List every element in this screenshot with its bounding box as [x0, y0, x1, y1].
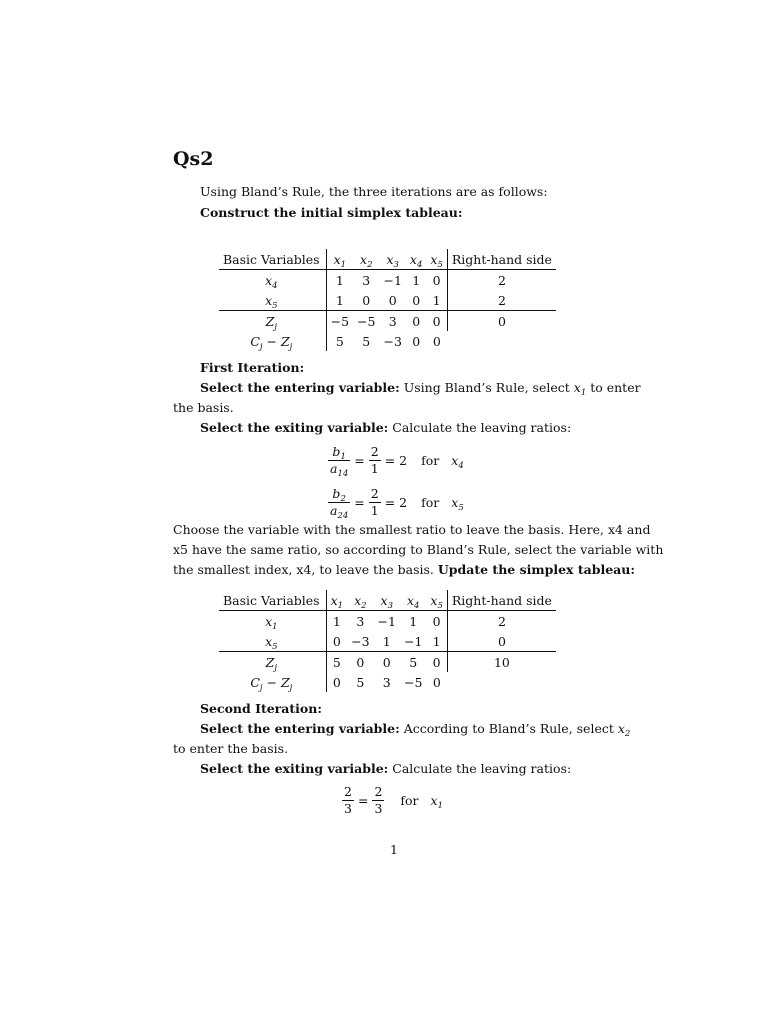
row-basic-var: $Z_j$ — [219, 311, 326, 332]
table-cell-rhs: 0 — [447, 631, 556, 652]
header-rhs: Right-hand side — [447, 249, 556, 270]
second-exiting-line — [200, 761, 571, 776]
ratio-equation-1: $\frac{b_1}{a_{14}}$ = $\frac{2}{1}$ = 2 for $x_4$ — [330, 444, 464, 479]
table-cell: 3 — [362, 272, 371, 288]
table-cell: 3 — [382, 674, 391, 690]
header-x3: $x_3$ — [374, 590, 400, 611]
exiting-text: Calculate the leaving ratios: — [388, 761, 572, 776]
table-cell: 0 — [347, 652, 373, 673]
table-cell: −1 — [383, 272, 402, 288]
ratio-value-fraction: $\frac{2}{3}$ — [374, 784, 383, 816]
ratio-fraction: $\frac{2}{3}$ — [344, 784, 352, 816]
table-row — [219, 311, 556, 332]
table-row — [219, 331, 556, 351]
table-cell: 5 — [356, 674, 365, 690]
entering-var: $x_1$ — [573, 380, 587, 398]
choose-line-2: x5 have the same ratio, so according to Bland’s Rule, select the variable with — [173, 542, 664, 557]
row-basic-var: $C_j - Z_j$ — [219, 331, 326, 351]
table-cell: 1 — [409, 613, 418, 629]
ratio-fraction: $\frac{b_1}{a_{14}}$ — [330, 444, 349, 479]
table-cell: 0 — [432, 333, 441, 349]
table-cell: 1 — [412, 272, 421, 288]
table-cell: 0 — [432, 272, 441, 288]
table-cell: 0 — [426, 652, 447, 673]
table-cell: 0 — [432, 613, 441, 629]
header-x2: $x_2$ — [353, 249, 379, 270]
table-cell-rhs: 0 — [447, 311, 556, 332]
row-basic-var: $x_1$ — [219, 611, 326, 632]
table-cell: 0 — [332, 674, 341, 690]
ratio-value-fraction: $\frac{2}{1}$ — [370, 486, 379, 518]
header-x4: $x_4$ — [406, 249, 426, 270]
header-x2: $x_2$ — [347, 590, 373, 611]
choose-line-1: Choose the variable with the smallest ratio to leave the basis. Here, x4 and — [173, 522, 651, 537]
first-exiting-line — [200, 420, 571, 435]
header-basic-variables: Basic Variables — [219, 249, 326, 270]
table-cell: 0 — [432, 674, 441, 690]
table-cell: 1 — [335, 292, 344, 308]
header-x5: $x_5$ — [426, 590, 447, 611]
ratio-var: $x_5$ — [451, 495, 464, 513]
table-cell: −1 — [377, 613, 396, 629]
choose-line-3: the smallest index, x4, to leave the basis. Update the simplex tableau: — [173, 562, 635, 577]
table-cell: 0 — [412, 292, 421, 308]
table-cell: −3 — [351, 633, 370, 649]
exiting-label: Select the exiting variable: — [200, 420, 389, 435]
table-cell: −3 — [383, 333, 402, 349]
updated-tableau — [219, 590, 556, 692]
table-cell: −1 — [403, 633, 423, 649]
table-cell: 1 — [332, 613, 341, 629]
row-basic-var: $x_5$ — [219, 631, 326, 652]
table-cell-rhs: 2 — [447, 270, 556, 291]
ratio-var: $x_1$ — [430, 793, 444, 811]
tableau-header-row — [219, 249, 556, 270]
table-row — [219, 672, 556, 692]
table-row — [219, 631, 556, 652]
ratio-for: for — [400, 793, 419, 808]
ratio-equation-3: $\frac{2}{3}$ = $\frac{2}{3}$ for $x_1$ — [344, 784, 444, 816]
construct-label: Construct the initial simplex tableau: — [200, 205, 463, 220]
ratio-var: $x_4$ — [451, 453, 464, 471]
question-heading: Qs2 — [173, 148, 214, 170]
entering-var: $x_2$ — [617, 721, 631, 739]
table-cell: 5 — [326, 652, 347, 673]
second-iteration-label: Second Iteration: — [200, 701, 322, 716]
header-basic-variables: Basic Variables — [219, 590, 326, 611]
table-cell: 0 — [388, 292, 397, 308]
ratio-value-fraction: $\frac{2}{1}$ — [370, 444, 379, 476]
table-cell: 3 — [379, 311, 405, 332]
table-cell: 5 — [400, 652, 426, 673]
ratio-fraction: $\frac{b_2}{a_{24}}$ — [330, 486, 349, 521]
first-iteration-label: First Iteration: — [200, 360, 305, 375]
table-cell: 0 — [332, 633, 341, 649]
ratio-for: for — [421, 453, 440, 468]
table-cell: 0 — [374, 652, 400, 673]
entering-label: Select the entering variable: — [200, 721, 400, 736]
first-entering-line — [200, 380, 641, 398]
ratio-result: = 2 — [384, 453, 408, 468]
table-cell: −5 — [403, 674, 423, 690]
update-label: Update the simplex tableau: — [437, 562, 635, 577]
table-cell: 3 — [356, 613, 365, 629]
header-rhs: Right-hand side — [447, 590, 556, 611]
table-row — [219, 290, 556, 311]
header-x1: $x_1$ — [326, 590, 347, 611]
header-x5: $x_5$ — [426, 249, 447, 270]
table-cell-rhs: 10 — [447, 652, 556, 673]
table-cell-rhs — [447, 331, 556, 351]
second-entering-line — [200, 721, 631, 739]
row-basic-var: $x_4$ — [219, 270, 326, 291]
table-row — [219, 270, 556, 291]
table-cell: 0 — [426, 311, 447, 332]
initial-tableau — [219, 249, 556, 351]
table-cell: 1 — [382, 633, 391, 649]
exiting-text: Calculate the leaving ratios: — [388, 420, 572, 435]
first-entering-cont: the basis. — [173, 400, 234, 415]
table-cell: −5 — [326, 311, 353, 332]
table-cell-rhs: 2 — [447, 290, 556, 311]
row-basic-var: $Z_j$ — [219, 652, 326, 673]
entering-text: According to Bland’s Rule, select — [399, 721, 618, 736]
table-cell: 1 — [432, 633, 441, 649]
entering-text-end: to enter — [586, 380, 641, 395]
second-entering-cont: to enter the basis. — [173, 741, 289, 756]
table-cell: 5 — [335, 333, 344, 349]
table-cell: 0 — [412, 333, 421, 349]
tableau-header-row — [219, 590, 556, 611]
ratio-equation-2: $\frac{b_2}{a_{24}}$ = $\frac{2}{1}$ = 2 for $x_5$ — [330, 486, 464, 521]
page-number: 1 — [390, 842, 398, 857]
header-x1: $x_1$ — [326, 249, 353, 270]
table-cell: 0 — [406, 311, 426, 332]
table-cell: 1 — [335, 272, 344, 288]
table-cell-rhs: 2 — [447, 611, 556, 632]
table-cell: 5 — [362, 333, 371, 349]
header-x4: $x_4$ — [400, 590, 426, 611]
table-cell: 1 — [432, 292, 441, 308]
entering-text: Using Bland’s Rule, select — [399, 380, 574, 395]
table-cell-rhs — [447, 672, 556, 692]
header-x3: $x_3$ — [379, 249, 405, 270]
row-basic-var: $x_5$ — [219, 290, 326, 311]
exiting-label: Select the exiting variable: — [200, 761, 389, 776]
ratio-result: = 2 — [384, 495, 408, 510]
table-row — [219, 652, 556, 673]
table-cell: 0 — [362, 292, 371, 308]
table-row — [219, 611, 556, 632]
row-basic-var: $C_j - Z_j$ — [219, 672, 326, 692]
ratio-for: for — [421, 495, 440, 510]
intro-text: Using Bland’s Rule, the three iterations are as follows: — [200, 184, 548, 199]
entering-label: Select the entering variable: — [200, 380, 400, 395]
table-cell: −5 — [353, 311, 379, 332]
